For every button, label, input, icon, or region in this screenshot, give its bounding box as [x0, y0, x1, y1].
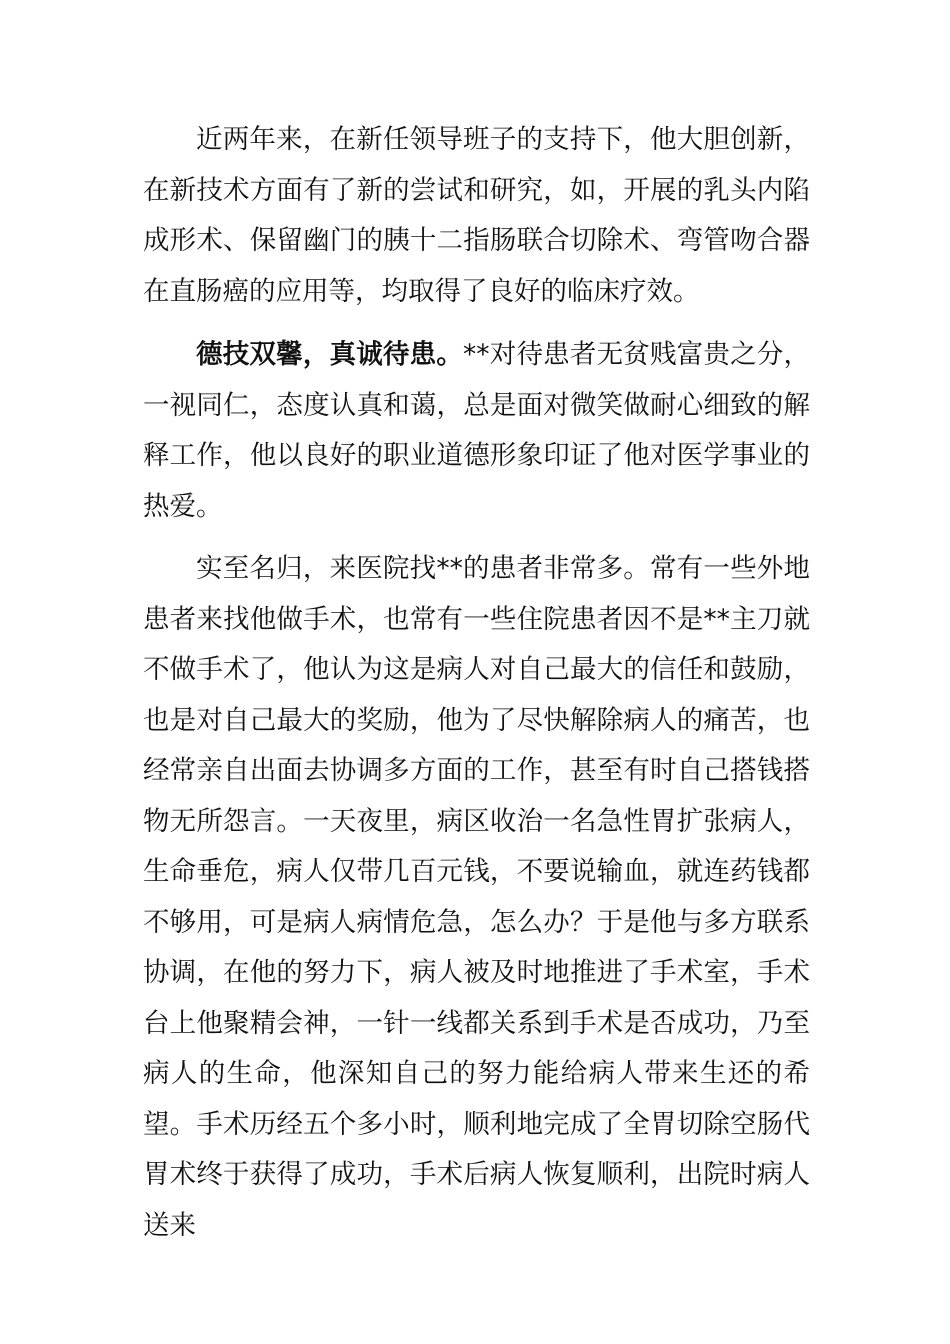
paragraph-text: **对待患者无贫贱富贵之分，一视同仁，态度认真和蔼，总是面对微笑做耐心细致的解释工作，他以良好的职业道德形象印证了他对医学事业的热爱。: [143, 339, 811, 522]
document-body: [143, 115, 810, 1262]
paragraph-innovation: [143, 115, 810, 317]
paragraph-reputation: [143, 544, 810, 1251]
paragraph-ethics: [143, 330, 810, 532]
paragraph-text: 实至名归，来医院找**的患者非常多。常有一些外地患者来找他做手术，也常有一些住院患者因不是**主刀就不做手术了，他认为这是病人对自己最大的信任和鼓励，也是对自己最大的奖励，他为了尽快解除病人的痛苦，也经常亲自出面去协调多方面的工作，甚至有时自己搭钱搭物无所怨言。一天夜里，病区收治一名急性胃扩张病人，生命垂危，病人仅带几百元钱，不要说输血，就连药钱都不够用，可是病人病情危急，怎么办？于是他与多方联系协调，在他的努力下，病人被及时地推进了手术室，手术台上他聚精会神，一针一线都关系到手术是否成功，乃至病人的生命，他深知自己的努力能给病人带来生还的希望。手术历经五个多小时，顺利地完成了全胃切除空肠代胃术终于获得了成功，手术后病人恢复顺利，出院时病人送来: [143, 553, 810, 1241]
paragraph-text: 近两年来，在新任领导班子的支持下，他大胆创新，在新技术方面有了新的尝试和研究，如，开展的乳头内陷成形术、保留幽门的胰十二指肠联合切除术、弯管吻合器在直肠癌的应用等，均取得了良好的临床疗效。: [143, 124, 810, 307]
paragraph-heading: 德技双馨，真诚待患。: [196, 339, 464, 370]
